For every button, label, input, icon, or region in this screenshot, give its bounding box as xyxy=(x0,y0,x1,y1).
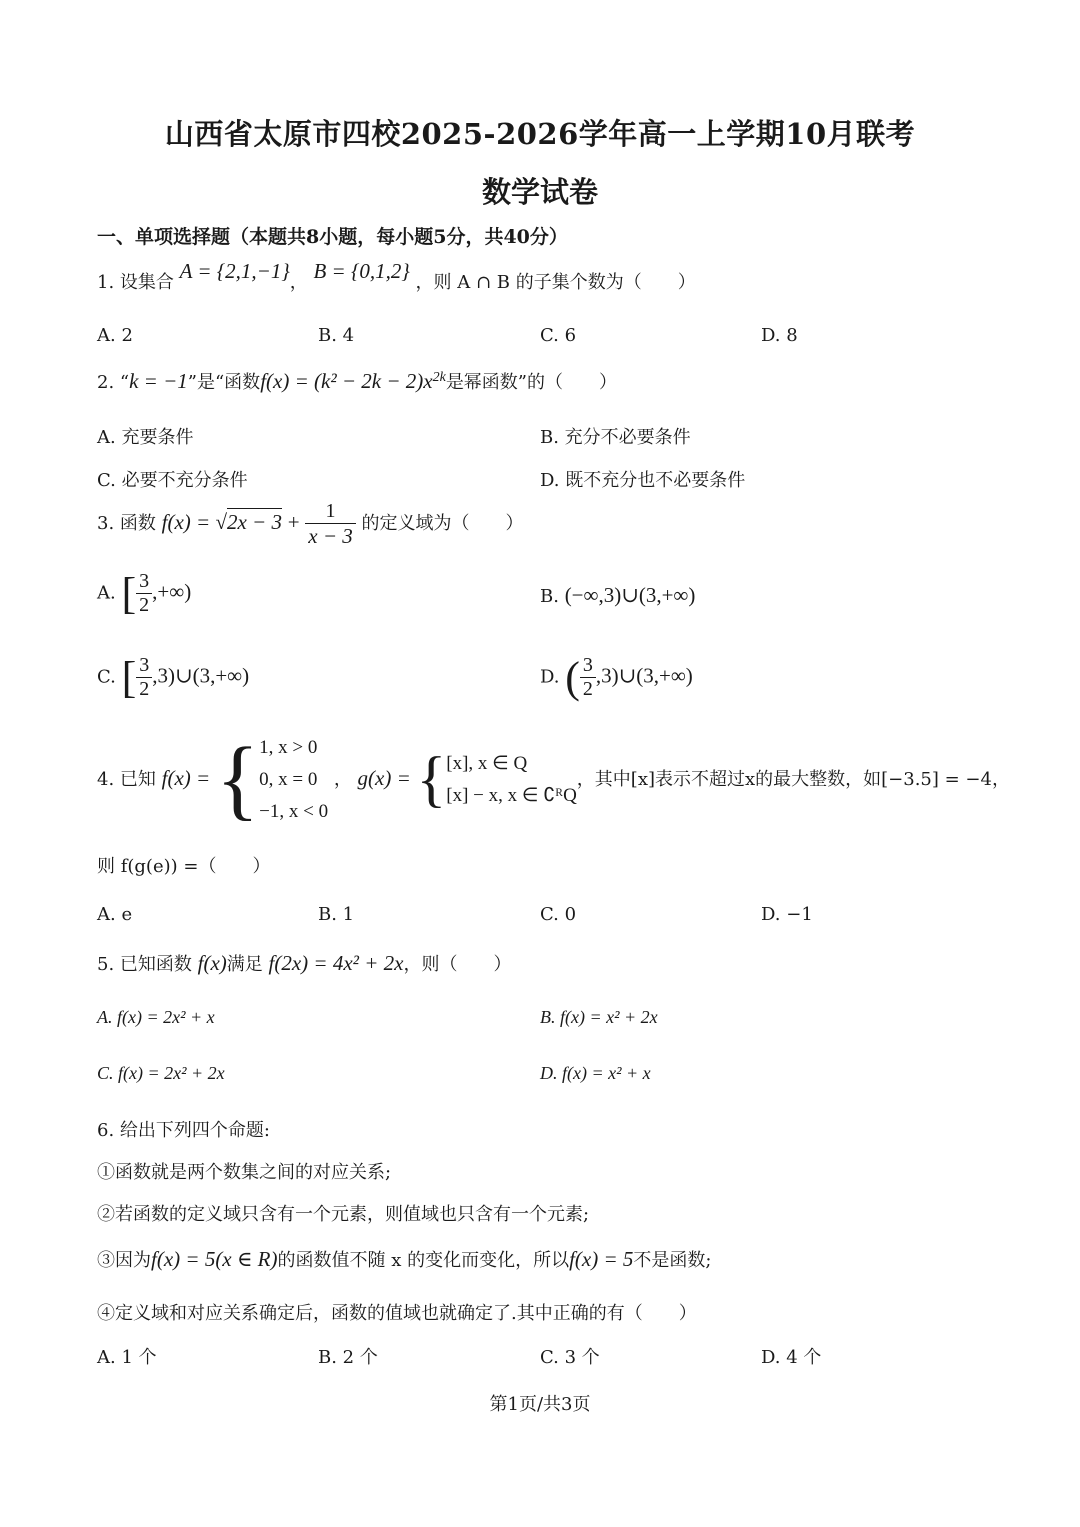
q4-f-case-3: −1, x < 0 xyxy=(259,801,329,822)
q2-exponent: 2k xyxy=(432,370,446,385)
q3-opt-b-text: (−∞,3)∪(3,+∞) xyxy=(564,583,696,607)
q3-opt-c-frac xyxy=(136,654,152,701)
q2-prefix: 2. “ xyxy=(97,372,130,393)
q5-option-a[interactable]: A. f(x) = 2x² + x xyxy=(97,1007,215,1027)
q3-opt-c-num: 3 xyxy=(136,654,152,678)
q4-line-2: 则 f(g(e)) =（ ） xyxy=(97,856,271,877)
q4-option-d[interactable]: D. −1 xyxy=(761,904,813,925)
q2-option-d[interactable]: D. 既不充分也不必要条件 xyxy=(540,470,746,491)
q4-f-brace: { xyxy=(215,730,260,829)
q6-option-d[interactable]: D. 4 个 xyxy=(761,1347,822,1368)
q2-option-c[interactable]: C. 必要不充分条件 xyxy=(97,470,248,491)
q3-option-a[interactable] xyxy=(97,568,191,619)
q6-option-c[interactable]: C. 3 个 xyxy=(540,1347,600,1368)
q6-statement-2: ②若函数的定义域只含有一个元素，则值域也只含有一个元素; xyxy=(97,1204,590,1225)
q6-option-a[interactable]: A. 1 个 xyxy=(97,1347,157,1368)
q6-statement-3 xyxy=(97,1246,711,1272)
q3-opt-d-den: 2 xyxy=(582,678,593,700)
q4-suffix: ，其中[x]表示不超过x的最大整数，如[−3.5] = −4， xyxy=(576,769,1010,790)
exam-subtitle: 数学试卷 xyxy=(481,175,598,209)
q1-comma: ， xyxy=(289,272,308,293)
q3-radicand: 2x − 3 xyxy=(226,510,282,535)
q6-statement-1: ①函数就是两个数集之间的对应关系; xyxy=(97,1162,392,1183)
q5-option-d[interactable]: D. f(x) = x² + x xyxy=(540,1063,651,1083)
exam-title: 山西省太原市四校2025-2026学年高一上学期10月联考 xyxy=(164,117,916,151)
q5-option-c[interactable]: C. f(x) = 2x² + 2x xyxy=(97,1063,225,1083)
q3-func-left: f(x) = √ xyxy=(161,510,227,535)
q4-comma: ， xyxy=(333,769,352,790)
q2-function: f(x) = (k² − 2k − 2)x xyxy=(260,369,433,393)
q5-mid: 满足 xyxy=(226,954,263,975)
q3-opt-d-frac xyxy=(580,654,596,701)
q4-g-def: g(x) = xyxy=(357,766,411,790)
q5-option-b[interactable]: B. f(x) = x² + 2x xyxy=(540,1007,658,1027)
q3-opt-a-bracket: [ xyxy=(121,569,137,618)
question-4 xyxy=(97,732,1010,828)
q4-f-cases xyxy=(259,732,328,828)
q1-prefix: 1. 设集合 xyxy=(97,272,174,293)
q3-opt-a-tail: ,+∞) xyxy=(152,579,192,604)
question-2 xyxy=(97,368,617,394)
q3-frac-den: x − 3 xyxy=(308,524,353,548)
q4-g-brace: { xyxy=(416,745,447,814)
q3-opt-a-frac xyxy=(136,570,152,617)
q4-f-def: f(x) = xyxy=(161,766,211,790)
q3-opt-d-tail: ,3)∪(3,+∞) xyxy=(595,663,693,688)
section-heading: 一、单项选择题（本题共8小题，每小题5分，共40分） xyxy=(97,226,568,248)
q3-opt-d-label: D. xyxy=(540,666,560,688)
q3-opt-d-num: 3 xyxy=(580,654,596,678)
q4-f-case-2: 0, x = 0 xyxy=(259,769,318,790)
q3-opt-c-label: C. xyxy=(97,666,116,688)
q3-opt-a-num: 3 xyxy=(136,570,152,594)
q6-s3-a: ③因为 xyxy=(97,1250,151,1271)
q3-opt-c-tail: ,3)∪(3,+∞) xyxy=(152,663,250,688)
q2-option-a[interactable]: A. 充要条件 xyxy=(97,427,194,448)
q1-set-b: B = {0,1,2} xyxy=(313,259,410,283)
q4-g-case-2: [x] − x, x ∈ ∁ᴿQ xyxy=(446,785,577,806)
q6-s3-b: f(x) = 5(x ∈ R) xyxy=(151,1247,278,1271)
q4-f-case-1: 1, x > 0 xyxy=(259,737,318,758)
question-5 xyxy=(97,950,511,976)
q2-condition: k = −1 xyxy=(129,369,188,393)
q2-option-b[interactable]: B. 充分不必要条件 xyxy=(540,427,691,448)
q1-option-d[interactable]: D. 8 xyxy=(761,325,798,346)
q1-option-c[interactable]: C. 6 xyxy=(540,325,577,346)
q1-option-b[interactable]: B. 4 xyxy=(318,325,355,346)
q3-fraction xyxy=(305,500,356,548)
q6-s3-d: f(x) = 5 xyxy=(569,1247,634,1271)
q2-suffix: 是幂函数”的（ ） xyxy=(445,372,618,393)
q5-prefix: 5. 已知函数 xyxy=(97,954,192,975)
q3-suffix: 的定义域为（ ） xyxy=(361,513,524,535)
q3-plus: + xyxy=(287,510,300,535)
q4-g-case-1: [x], x ∈ Q xyxy=(446,753,528,774)
q4-g-cases xyxy=(446,748,577,812)
q3-prefix: 3. 函数 xyxy=(97,513,156,535)
q3-option-b[interactable] xyxy=(540,583,695,608)
q3-option-c[interactable] xyxy=(97,652,249,703)
q1-set-a: A = {2,1,−1} xyxy=(179,259,290,283)
q3-opt-c-den: 2 xyxy=(139,678,150,700)
question-3 xyxy=(97,500,524,548)
q3-opt-b-label: B. xyxy=(540,586,559,607)
q5-condition: f(2x) = 4x² + 2x xyxy=(268,951,404,975)
q3-opt-a-label: A. xyxy=(97,582,116,604)
q3-option-d[interactable] xyxy=(540,652,693,703)
q6-option-b[interactable]: B. 2 个 xyxy=(318,1347,378,1368)
q6-intro: 6. 给出下列四个命题: xyxy=(97,1120,270,1141)
q6-s3-c: 的函数值不随 x 的变化而变化，所以 xyxy=(277,1250,570,1271)
q3-opt-c-bracket: [ xyxy=(121,653,137,702)
q1-option-a[interactable]: A. 2 xyxy=(97,325,133,346)
q5-fx: f(x) xyxy=(197,951,227,975)
q2-mid: ”是“函数 xyxy=(187,372,261,393)
q4-prefix: 4. 已知 xyxy=(97,769,156,790)
q1-suffix: ，则 A ∩ B 的子集个数为（ ） xyxy=(415,272,696,293)
q4-option-c[interactable]: C. 0 xyxy=(540,904,577,925)
question-1 xyxy=(97,259,696,294)
q3-frac-num: 1 xyxy=(305,500,356,524)
q3-opt-a-den: 2 xyxy=(139,594,150,616)
q3-opt-d-bracket: ( xyxy=(565,653,580,702)
q4-option-b[interactable]: B. 1 xyxy=(318,904,355,925)
q4-option-a[interactable]: A. e xyxy=(97,904,133,925)
page-number: 第1页/共3页 xyxy=(489,1394,591,1415)
q5-suffix: ，则（ ） xyxy=(403,954,512,975)
q6-s3-e: 不是函数; xyxy=(633,1250,712,1271)
q6-statement-4: ④定义域和对应关系确定后，函数的值域也就确定了.其中正确的有（ ） xyxy=(97,1303,697,1324)
